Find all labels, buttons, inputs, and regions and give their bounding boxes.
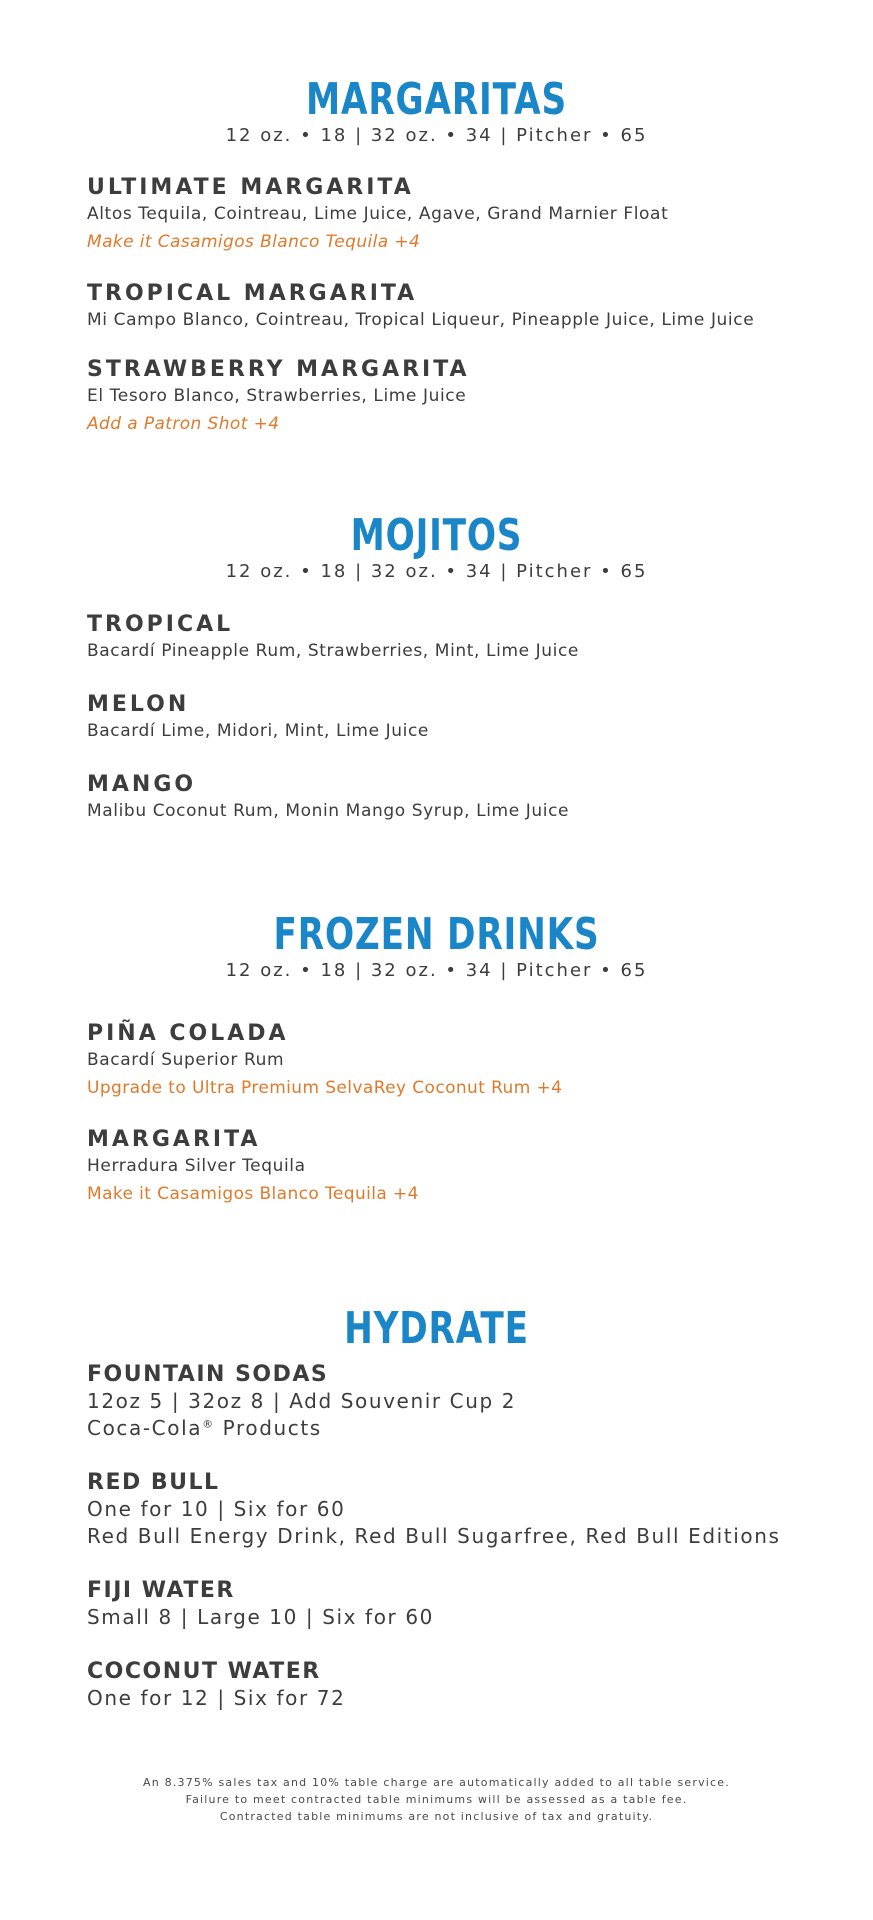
disclaimer — [0, 1774, 873, 1825]
item-name: MARGARITA — [87, 1127, 261, 1152]
item-name: MANGO — [87, 772, 197, 797]
item-description: Bacardí Pineapple Rum, Strawberries, Mint, Lime Juice — [87, 641, 579, 662]
menu-item-red-bull — [87, 1470, 847, 1550]
registered-mark: ® — [202, 1417, 215, 1431]
description-suffix: Products — [214, 1416, 322, 1441]
item-description: El Tesoro Blanco, Strawberries, Lime Juice — [87, 386, 467, 407]
menu-item-ultimate-margarita — [87, 175, 847, 256]
item-name: STRAWBERRY MARGARITA — [87, 357, 470, 382]
disclaimer-line: Failure to meet contracted table minimums will be assessed as a table fee. — [185, 1793, 688, 1806]
item-description: Bacardí Superior Rum — [87, 1050, 285, 1071]
pricing-line-frozen: 12 oz. • 18 | 32 oz. • 34 | Pitcher • 65 — [225, 960, 648, 981]
menu-item-tropical-mojito — [87, 612, 847, 666]
item-description: Herradura Silver Tequila — [87, 1156, 306, 1177]
menu-item-coconut-water — [87, 1659, 847, 1712]
item-name: FIJI WATER — [87, 1578, 235, 1603]
item-upsell: Upgrade to Ultra Premium SelvaRey Coconut Rum +4 — [87, 1077, 563, 1098]
item-name: TROPICAL MARGARITA — [87, 281, 418, 306]
item-description: Malibu Coconut Rum, Monin Mango Syrup, Lime Juice — [87, 801, 570, 822]
item-price: 12oz 5 | 32oz 8 | Add Souvenir Cup 2 — [87, 1389, 517, 1414]
item-name: COCONUT WATER — [87, 1659, 321, 1684]
menu-item-melon-mojito — [87, 692, 847, 746]
item-name: PIÑA COLADA — [87, 1021, 289, 1046]
section-title-margaritas: MARGARITAS — [306, 74, 567, 125]
item-description: Mi Campo Blanco, Cointreau, Tropical Liqueur, Pineapple Juice, Lime Juice — [87, 310, 755, 331]
section-title-hydrate: HYDRATE — [344, 1303, 529, 1354]
menu-item-frozen-margarita — [87, 1127, 847, 1208]
item-price: One for 12 | Six for 72 — [87, 1686, 346, 1711]
item-name: MELON — [87, 692, 190, 717]
section-title-mojitos: MOJITOS — [350, 510, 523, 561]
disclaimer-line: Contracted table minimums are not inclusive of tax and gratuity. — [219, 1810, 654, 1823]
item-price: One for 10 | Six for 60 — [87, 1497, 346, 1522]
item-upsell: Add a Patron Shot +4 — [87, 413, 280, 434]
item-description: Bacardí Lime, Midori, Mint, Lime Juice — [87, 721, 429, 742]
section-title-frozen-drinks: FROZEN DRINKS — [273, 909, 600, 960]
item-price: Small 8 | Large 10 | Six for 60 — [87, 1605, 434, 1630]
disclaimer-line: An 8.375% sales tax and 10% table charge are automatically added to all table service. — [143, 1776, 730, 1789]
brand-name: Coca-Cola — [87, 1416, 203, 1441]
pricing-line-margaritas: 12 oz. • 18 | 32 oz. • 34 | Pitcher • 65 — [225, 125, 648, 146]
pricing-line-mojitos: 12 oz. • 18 | 32 oz. • 34 | Pitcher • 65 — [225, 561, 648, 582]
item-description — [87, 1415, 847, 1442]
item-description: Red Bull Energy Drink, Red Bull Sugarfree, Red Bull Editions — [87, 1524, 781, 1549]
menu-item-fountain-sodas — [87, 1362, 847, 1442]
item-name: FOUNTAIN SODAS — [87, 1362, 329, 1387]
menu-item-mango-mojito — [87, 772, 847, 826]
item-description: Altos Tequila, Cointreau, Lime Juice, Agave, Grand Marnier Float — [87, 204, 669, 225]
item-name: TROPICAL — [87, 612, 234, 637]
menu-item-pina-colada — [87, 1021, 847, 1102]
item-name: RED BULL — [87, 1470, 220, 1495]
item-name: ULTIMATE MARGARITA — [87, 175, 414, 200]
menu-item-strawberry-margarita — [87, 357, 847, 438]
menu-item-fiji-water — [87, 1578, 847, 1631]
item-upsell: Make it Casamigos Blanco Tequila +4 — [87, 231, 421, 252]
item-upsell: Make it Casamigos Blanco Tequila +4 — [87, 1183, 419, 1204]
menu-item-tropical-margarita — [87, 281, 847, 335]
